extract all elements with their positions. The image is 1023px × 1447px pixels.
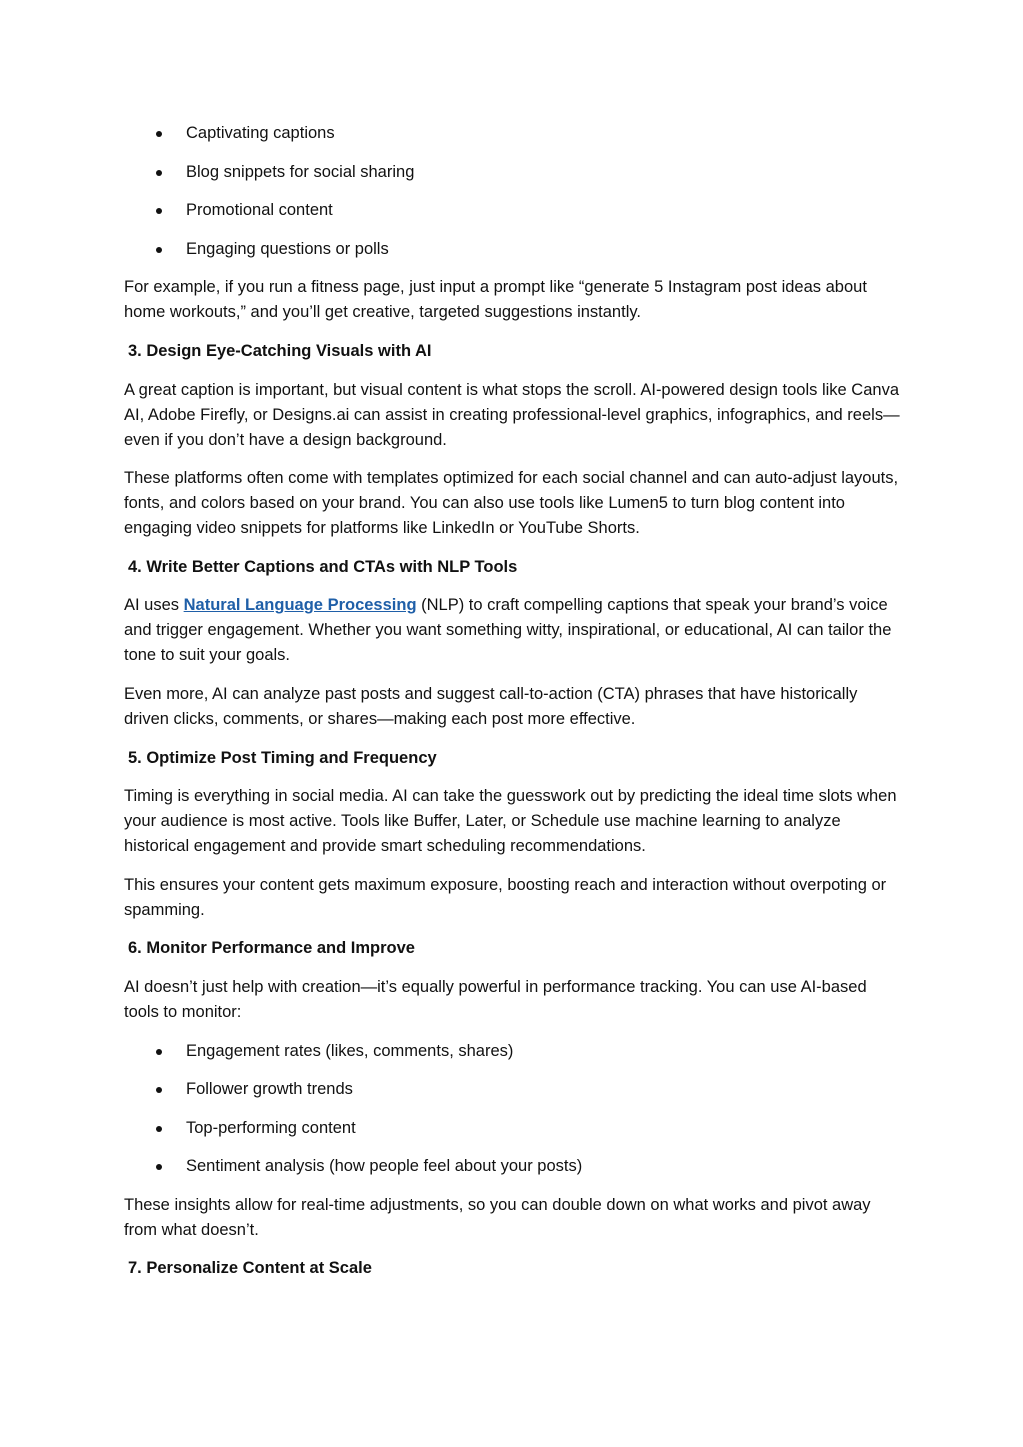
list-item: Follower growth trends xyxy=(124,1077,904,1102)
list-item: Engagement rates (likes, comments, shares) xyxy=(124,1039,904,1064)
example-paragraph: For example, if you run a fitness page, just input a prompt like “generate 5 Instagram post ideas about home workouts,” and you’ll get creative, targeted suggestions instantly. xyxy=(124,278,867,322)
bullet-icon xyxy=(156,170,162,176)
metrics-list xyxy=(124,1039,904,1180)
paragraph: This ensures your content gets maximum exposure, boosting reach and interaction without overpoting or spamming. xyxy=(124,875,887,919)
list-item: Sentiment analysis (how people feel about your posts) xyxy=(124,1154,904,1179)
nlp-link[interactable]: Natural Language Processing xyxy=(183,596,417,615)
bullet-icon xyxy=(156,208,162,214)
paragraph: A great caption is important, but visual content is what stops the scroll. AI-powered design tools like Canva AI, Adobe Firefly, or Designs.ai can assist in creating professional-level graphics, infographics, and reels—even if you don’t have a design background. xyxy=(124,380,900,449)
bullet-icon xyxy=(156,1087,162,1093)
section-heading-6: 6. Monitor Performance and Improve xyxy=(128,939,415,958)
bullet-icon xyxy=(156,1049,162,1055)
paragraph: Timing is everything in social media. AI can take the guesswork out by predicting the ideal time slots when your audience is most active. Tools like Buffer, Later, or Schedule use machine learning to analyze historical engagement and provide smart scheduling recommendations. xyxy=(124,787,897,856)
bullet-icon xyxy=(156,131,162,137)
paragraph: AI doesn’t just help with creation—it’s equally powerful in performance tracking. You can use AI-based tools to monitor: xyxy=(124,977,867,1021)
list-item: Top-performing content xyxy=(124,1116,904,1141)
list-item: Blog snippets for social sharing xyxy=(124,160,904,185)
bullet-icon xyxy=(156,1126,162,1132)
paragraph: Even more, AI can analyze past posts and suggest call-to-action (CTA) phrases that have historically driven clicks, comments, or shares—making each post more effective. xyxy=(124,684,858,728)
bullet-icon xyxy=(156,1164,162,1170)
content-ideas-list xyxy=(124,121,904,262)
section-heading-5: 5. Optimize Post Timing and Frequency xyxy=(128,748,437,767)
section-heading-7: 7. Personalize Content at Scale xyxy=(128,1259,372,1278)
section-heading-3: 3. Design Eye-Catching Visuals with AI xyxy=(128,341,432,360)
paragraph: AI uses Natural Language Processing (NLP) to craft compelling captions that speak your brand’s voice and trigger engagement. Whether you want something witty, inspirational, or educational, AI can tailor the tone to suit your goals. xyxy=(124,596,892,665)
list-item: Captivating captions xyxy=(124,121,904,146)
bullet-icon xyxy=(156,247,162,253)
paragraph: These insights allow for real-time adjustments, so you can double down on what works and pivot away from what doesn’t. xyxy=(124,1195,871,1239)
list-item: Promotional content xyxy=(124,198,904,223)
section-heading-4: 4. Write Better Captions and CTAs with NLP Tools xyxy=(128,557,518,576)
document-content xyxy=(124,121,904,1295)
paragraph: These platforms often come with templates optimized for each social channel and can auto-adjust layouts, fonts, and colors based on your brand. You can also use tools like Lumen5 to turn blog content into engaging video snippets for platforms like LinkedIn or YouTube Shorts. xyxy=(124,469,899,538)
list-item: Engaging questions or polls xyxy=(124,237,904,262)
